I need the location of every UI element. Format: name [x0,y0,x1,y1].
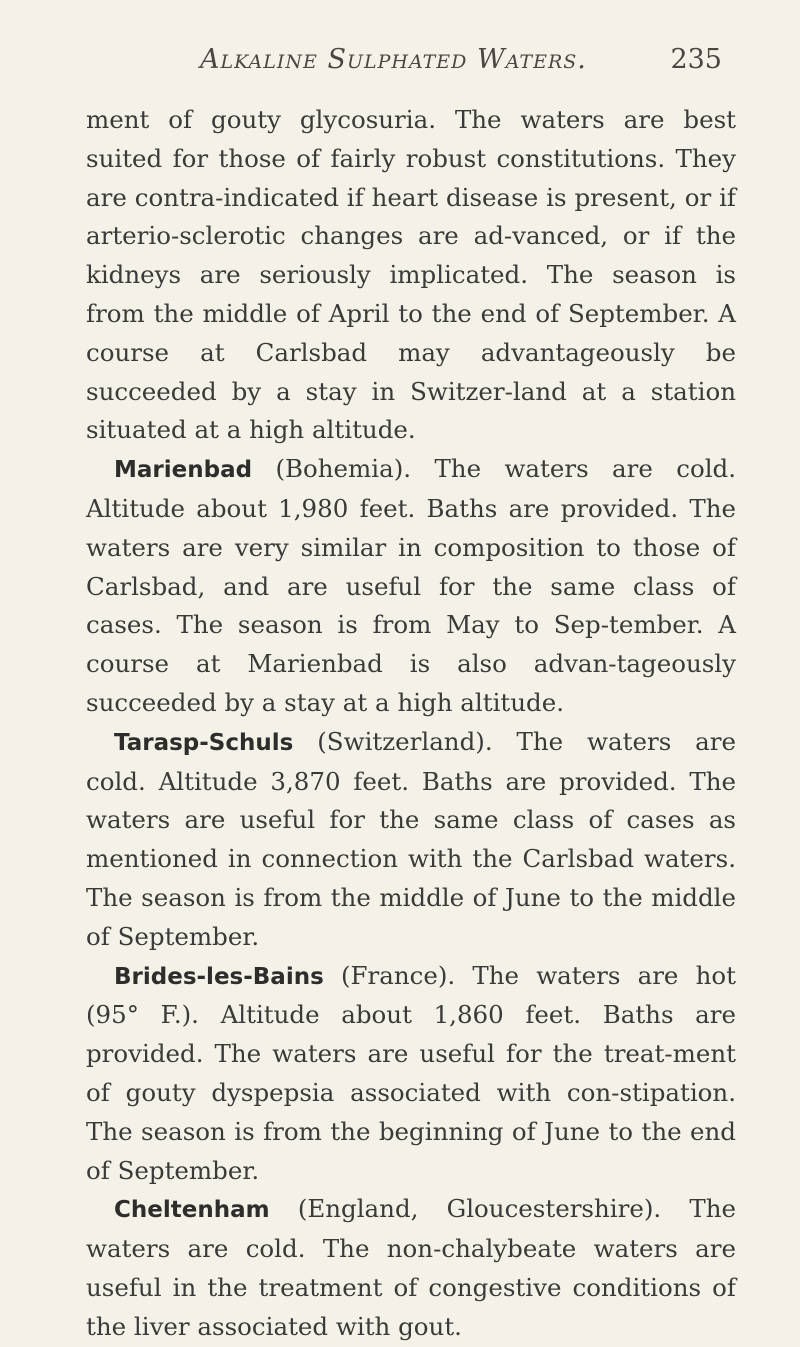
continuation-paragraph: ment of gouty glycosuria. The waters are best suited for those of fairly robust constitutions. They are contra-indicated if heart disease is present, or if arterio-sclerotic changes are ad-vanced, or if the kidneys are seriously implicated. The season is from the middle of April to the end of September. A course at Carlsbad may advantageously be succeeded by a stay in Switzer-land at a station situated at a high altitude. [86,105,736,445]
place-name: Tarasp-Schuls [114,729,294,756]
entry-tarasp-schuls [86,723,736,957]
place-name: Brides-les-Bains [114,963,324,990]
entry-text: (England, Gloucestershire). The waters are cold. The non-chalybeate waters are useful in the treatment of congestive conditions of the liver associated with gout. [86,1194,737,1341]
running-title: Alkaline Sulphated Waters. [200,44,587,75]
entry-text: (Switzerland). The waters are cold. Altitude 3,870 feet. Baths are provided. The waters are useful for the same class of cases as mentioned in connection with the Carlsbad waters. The season is from the middle of June to the middle of September. [86,726,736,951]
place-name: Cheltenham [114,1197,270,1224]
running-head [0,44,800,84]
entry-text: (Bohemia). The waters are cold. Altitude about 1,980 feet. Baths are provided. The waters are very similar in composition to those of Carlsbad, and are useful for the same class of cases. The season is from May to Sep-tember. A course at Marienbad is also advan-tageously succeeded by a stay at a high altitude. [86,454,737,717]
place-name: Marienbad [114,457,253,484]
entry-marienbad [86,450,736,723]
entry-text: (France). The waters are hot (95° F.). Altitude about 1,860 feet. Baths are provided. The waters are useful for the treat-ment of gouty dyspepsia associated with con-stipation. The season is from the beginning of June to the end of September. [86,960,736,1185]
entry-brides-les-bains [86,957,736,1191]
body-text [86,101,736,1347]
entry-cheltenham [86,1190,736,1346]
page-number: 235 [670,44,722,75]
